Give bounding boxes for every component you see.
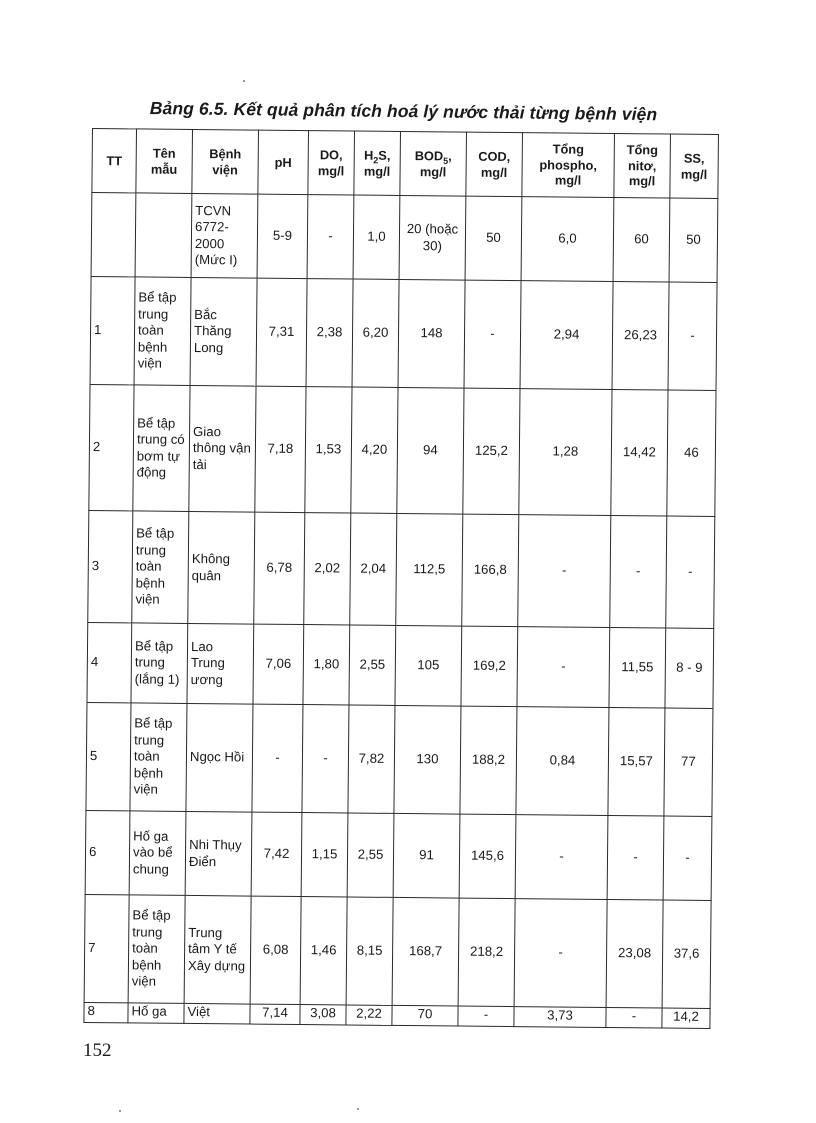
cell-benh-vien: Lao Trung ương xyxy=(187,623,254,704)
cell-cod: - xyxy=(458,1006,514,1027)
cell-ph: 6,08 xyxy=(250,896,301,1004)
cell-tt xyxy=(91,193,136,277)
cell-h2s: 4,20 xyxy=(351,387,398,513)
cell-ss: 77 xyxy=(664,708,713,816)
cell-benh-vien: Không quân xyxy=(188,511,255,624)
header-h2s-h: H xyxy=(363,147,374,163)
header-cod: COD, mg/l xyxy=(466,132,523,197)
header-ss: SS, mg/l xyxy=(670,134,719,198)
cell-cod: 188,2 xyxy=(460,706,517,815)
cell-ten-mau: Bể tập trung (lắng 1) xyxy=(131,623,188,704)
cell-bod: 20 (hoặc 30) xyxy=(399,195,466,280)
header-ph: pH xyxy=(258,130,309,194)
cell-nito: 60 xyxy=(613,198,670,283)
cell-bod: 148 xyxy=(398,279,465,388)
cell-nito: 11,55 xyxy=(609,627,666,708)
cell-benh-vien: Bắc Thăng Long xyxy=(190,277,257,386)
cell-cod: 145,6 xyxy=(459,814,516,899)
header-ten-mau: Tên mẫu xyxy=(136,129,193,194)
header-tong-nito: Tổng nitơ, mg/l xyxy=(614,134,671,199)
table-row xyxy=(85,810,712,900)
cell-ss: - xyxy=(668,282,717,390)
cell-do: 2,02 xyxy=(304,513,351,625)
cell-do: 1,53 xyxy=(305,387,352,513)
cell-phospho: 3,73 xyxy=(514,1007,606,1028)
cell-ph: 7,14 xyxy=(250,1004,300,1024)
cell-h2s: 1,0 xyxy=(353,195,400,279)
cell-nito: - xyxy=(606,1007,662,1028)
header-benh-vien: Bệnh viện xyxy=(192,129,259,194)
cell-phospho: 6,0 xyxy=(521,197,614,282)
cell-benh-vien: TCVN 6772-2000 (Mức I) xyxy=(191,193,258,278)
cell-ss: - xyxy=(663,816,712,900)
cell-phospho: - xyxy=(514,899,607,1008)
header-h2s-rest: S, mg/l xyxy=(363,147,391,179)
cell-h2s: 7,82 xyxy=(348,705,395,813)
cell-tt: 8 xyxy=(84,1002,128,1022)
cell-ss: - xyxy=(666,516,715,628)
cell-do: 1,80 xyxy=(303,625,350,705)
header-h2s-sub: 2 xyxy=(373,154,379,165)
table-row xyxy=(86,702,713,816)
cell-ten-mau: Bể tập trung có bơm tự động xyxy=(133,385,190,512)
cell-tt: 2 xyxy=(89,384,134,510)
cell-benh-vien: Nhi Thụy Điển xyxy=(185,811,252,896)
cell-nito: 26,23 xyxy=(612,282,669,391)
cell-ph: 7,18 xyxy=(255,386,306,512)
cell-bod: 112,5 xyxy=(396,513,463,626)
cell-tt: 5 xyxy=(86,702,131,810)
header-h2s xyxy=(354,131,401,195)
cell-ten-mau: Bể tập trung toàn bệnh viện xyxy=(128,895,185,1004)
cell-cod: 166,8 xyxy=(462,514,519,627)
cell-ph: 7,06 xyxy=(253,624,304,704)
cell-ph: 6,78 xyxy=(254,512,305,624)
table-row xyxy=(84,894,711,1008)
cell-do: 2,38 xyxy=(306,279,353,387)
cell-nito: 14,42 xyxy=(611,390,668,517)
scan-speck xyxy=(119,1110,121,1112)
table-row xyxy=(88,510,715,628)
cell-benh-vien: Ngọc Hồi xyxy=(186,703,253,812)
cell-tt: 6 xyxy=(85,810,130,894)
cell-phospho: - xyxy=(515,815,608,900)
cell-h2s: 6,20 xyxy=(352,279,399,387)
cell-bod: 94 xyxy=(397,387,464,514)
cell-do: 1,46 xyxy=(300,897,347,1005)
cell-do: 3,08 xyxy=(300,1005,346,1025)
cell-do: 1,15 xyxy=(301,813,348,897)
header-do: DO, mg/l xyxy=(308,131,355,195)
cell-ss: 46 xyxy=(667,390,716,516)
analysis-table xyxy=(83,128,719,1029)
cell-h2s: 2,04 xyxy=(350,513,397,625)
header-tong-phospho: Tổng phospho, mg/l xyxy=(522,133,615,198)
cell-tt: 7 xyxy=(84,894,129,1002)
cell-bod: 70 xyxy=(392,1005,458,1026)
cell-ph: - xyxy=(252,704,303,812)
table-row xyxy=(90,276,717,390)
cell-cod: - xyxy=(464,280,521,389)
cell-bod: 91 xyxy=(393,813,460,898)
header-bod-rest: , mg/l xyxy=(419,147,452,179)
cell-benh-vien: Việt xyxy=(184,1003,250,1024)
cell-bod: 105 xyxy=(395,625,462,706)
cell-cod: 125,2 xyxy=(463,388,520,515)
cell-bod: 168,7 xyxy=(392,897,459,1006)
cell-ph: 5-9 xyxy=(257,194,308,278)
cell-phospho: - xyxy=(518,515,611,628)
cell-ten-mau: Hố ga vào bể chung xyxy=(129,811,186,896)
cell-h2s: 8,15 xyxy=(346,897,393,1005)
cell-tt: 1 xyxy=(90,276,135,384)
cell-phospho: 0,84 xyxy=(516,707,609,816)
scan-speck xyxy=(357,1108,359,1110)
cell-h2s: 2,55 xyxy=(347,813,394,897)
cell-tt: 3 xyxy=(88,510,133,622)
cell-ten-mau: Bể tập trung toàn bệnh viện xyxy=(132,511,189,624)
cell-ss: 50 xyxy=(669,198,718,282)
cell-h2s: 2,22 xyxy=(346,1005,392,1025)
cell-cod: 50 xyxy=(465,196,522,281)
header-tt: TT xyxy=(92,129,137,193)
cell-ten-mau: Bể tập trung toàn bệnh viện xyxy=(130,703,187,812)
cell-phospho: 2,94 xyxy=(520,281,613,390)
cell-nito: 15,57 xyxy=(608,707,665,816)
cell-h2s: 2,55 xyxy=(349,625,396,705)
cell-ph: 7,31 xyxy=(256,278,307,386)
page-number: 152 xyxy=(83,1040,112,1061)
cell-ss: 8 - 9 xyxy=(665,628,714,708)
cell-ten-mau: Bể tập trung toàn bệnh viện xyxy=(134,277,191,386)
cell-nito: - xyxy=(610,515,667,628)
scan-speck xyxy=(243,80,245,82)
cell-nito: - xyxy=(607,815,664,900)
header-bod-sub: 5 xyxy=(443,155,449,166)
cell-ten-mau: Hố ga xyxy=(128,1003,184,1024)
cell-ten-mau xyxy=(135,193,192,278)
cell-ss: 14,2 xyxy=(662,1008,710,1028)
cell-do: - xyxy=(307,195,354,279)
cell-nito: 23,08 xyxy=(606,899,663,1008)
table-row xyxy=(91,193,718,283)
cell-do: - xyxy=(302,705,349,813)
header-bod xyxy=(400,131,467,196)
cell-ss: 37,6 xyxy=(662,900,711,1008)
cell-phospho: - xyxy=(517,627,610,708)
header-bod-main: BOD xyxy=(414,147,444,163)
cell-cod: 169,2 xyxy=(461,626,518,707)
cell-benh-vien: Giao thông vận tải xyxy=(189,385,256,512)
cell-cod: 218,2 xyxy=(458,898,515,1007)
table-caption: Bảng 6.5. Kết quả phân tích hoá lý nước thải từng bệnh viện xyxy=(149,98,658,125)
cell-benh-vien: Trung tâm Y tế Xây dựng xyxy=(184,895,251,1004)
cell-bod: 130 xyxy=(394,705,461,814)
cell-ph: 7,42 xyxy=(251,812,302,896)
table-row xyxy=(89,384,716,516)
table-row xyxy=(87,622,714,708)
table-header-row xyxy=(92,129,719,199)
cell-phospho: 1,28 xyxy=(519,389,612,516)
cell-tt: 4 xyxy=(87,622,132,702)
